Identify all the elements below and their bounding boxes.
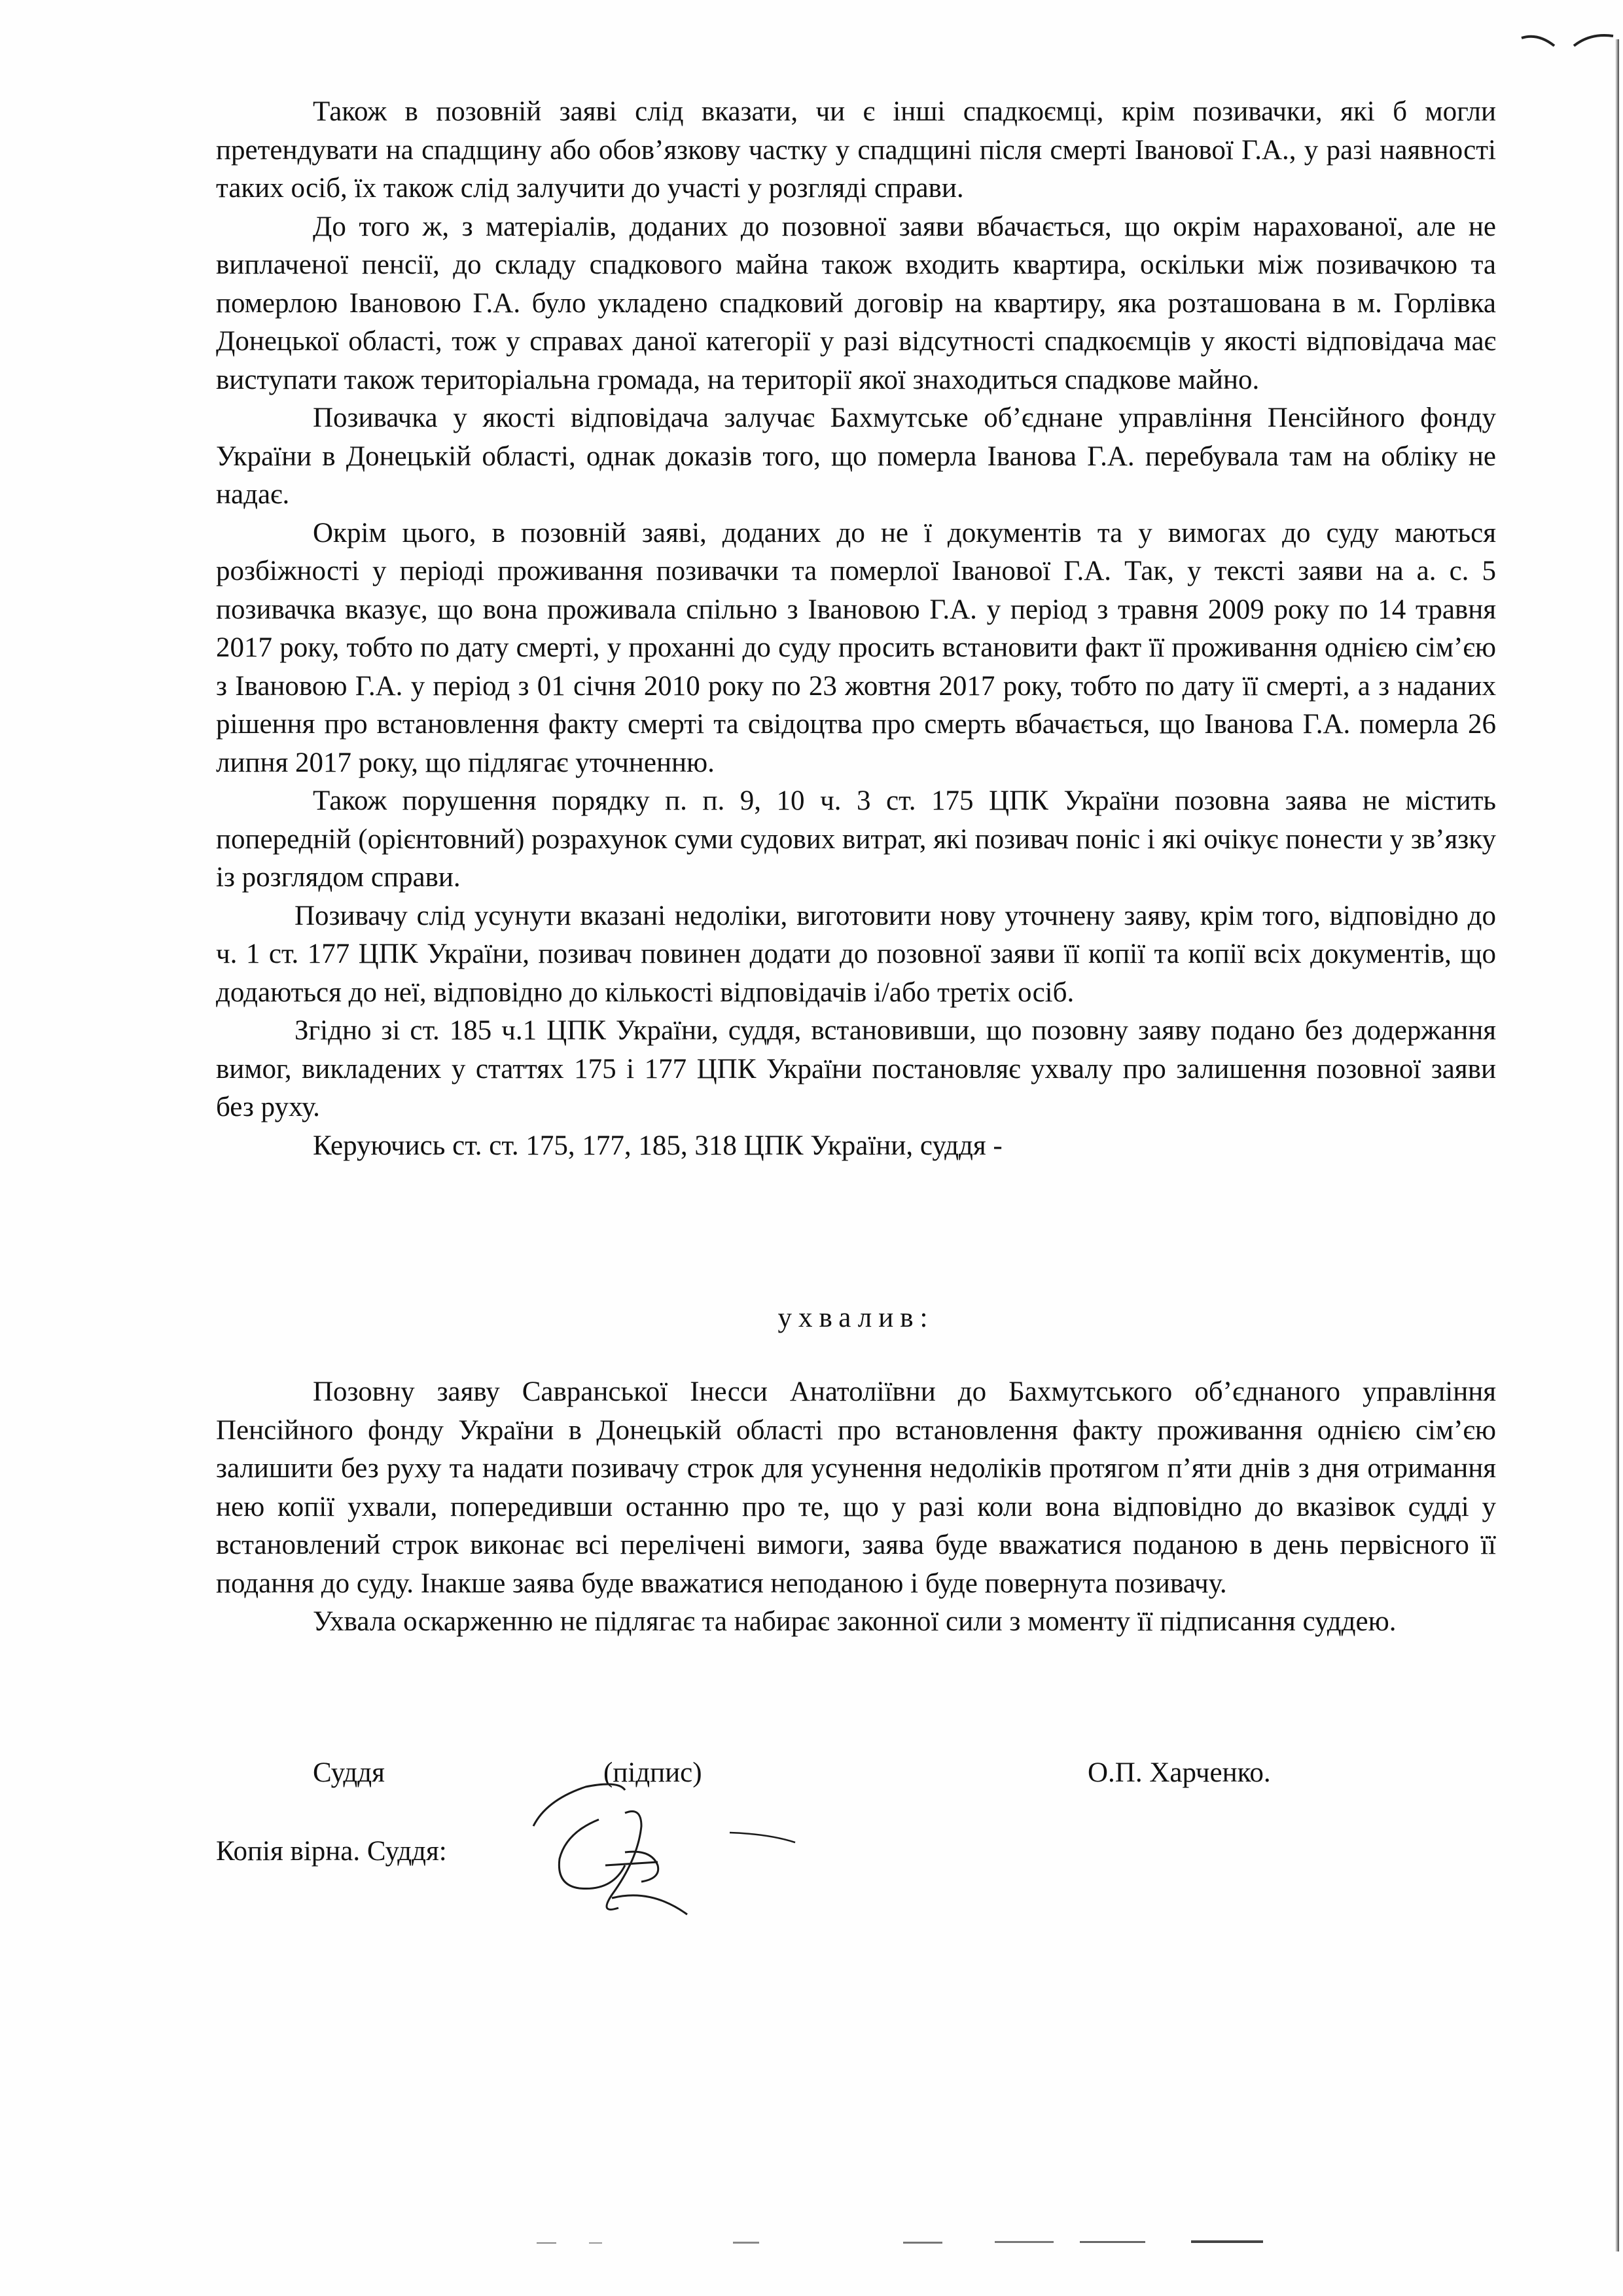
paragraph-court-costs: Також порушення порядку п. п. 9, 10 ч. 3 ст. 175 ЦПК України позовна заява не містить попередній (орієнтовний) розрахунок суми судових витрат, які позивач поніс і які очікує понести у зв’язку із розглядом справи. xyxy=(216,785,1496,893)
scan-bottom-artifacts xyxy=(537,2238,1263,2248)
paragraph-guided-by: Керуючись ст. ст. 175, 177, 185, 318 ЦПК України, суддя - xyxy=(313,1130,1003,1161)
copy-certification: Копія вірна. Суддя: xyxy=(216,1836,447,1867)
decision-heading: ухвалив: xyxy=(777,1302,935,1333)
signature-note: (підпис) xyxy=(603,1757,702,1788)
decision-paragraph-appeal: Ухвала оскарженню не підлягає та набирає законної сили з моменту її підписання суддею. xyxy=(313,1606,1397,1637)
scan-edge-shadow xyxy=(1615,39,1619,2251)
judge-label: Суддя xyxy=(313,1757,385,1788)
paragraph-discrepancies: Окрім цього, в позовній заяві, доданих до не ї документів та у вимогах до суду маються розбіжності у періоді проживання позивачки та померлої Іванової Г.А. Так, у тексті заяви на а. с. 5 позивачка вказує, що вона проживала спільно з Івановою Г.А. у період з травня 2009 року по 14 травня 2017 року, тобто по дату смерті, у проханні до суду просить встановити факт її проживання однією сім’єю з Івановою Г.А. у період з 01 січня 2010 року по 23 жовтня 2017 року, тобто по дату її смерті, а з наданих рішення про встановлення факту смерті та свідоцтва про смерть вбачається, що Іванова Г.А. померла 26 липня 2017 року, що підлягає уточненню. xyxy=(216,517,1496,778)
main-body-text xyxy=(216,93,1496,1165)
scan-corner-mark xyxy=(1518,13,1616,65)
handwritten-signature xyxy=(527,1774,815,1924)
paragraph-legal-basis: Згідно зі ст. 185 ч.1 ЦПК України, суддя, встановивши, що позовну заяву подано без додержання вимог, викладених у статтях 175 і 177 ЦПК України постановляє ухвалу про залишення позовної заяви без руху. xyxy=(216,1015,1496,1122)
decision-body xyxy=(216,1373,1496,1641)
judge-name: О.П. Харченко. xyxy=(1088,1757,1271,1788)
paragraph-defendant: Позивачка у якості відповідача залучає Бахмутське об’єднане управління Пенсійного фонду України в Донецькій області, однак доказів того, що померла Іванова Г.А. перебувала там на обліку не надає. xyxy=(216,403,1496,510)
paragraph-heirs: Також в позовній заяві слід вказати, чи є інші спадкоємці, крім позивачки, які б могли претендувати на спадщину або обов’язкову частку у спадщині після смерті Іванової Г.А., у разі наявності таких осіб, їх також слід залучити до участі у розгляді справи. xyxy=(216,96,1496,204)
paragraph-remedy-defects: Позивачу слід усунути вказані недоліки, виготовити нову уточнену заяву, крім того, відповідно до ч. 1 ст. 177 ЦПК України, позивач повинен додати до позовної заяви її копії та копії всіх документів, що додаються до неї, відповідно до кількості відповідачів і/або третіх осіб. xyxy=(216,900,1496,1008)
paragraph-inheritance-property: До того ж, з матеріалів, доданих до позовної заяви вбачається, що окрім нарахованої, але не виплаченої пенсії, до складу спадкового майна також входить квартира, оскільки між позивачкою та померлою Івановою Г.А. було укладено спадковий договір на квартиру, яка розташована в м. Горлівка Донецької області, тож у справах даної категорії у разі відсутності спадкоємців у якості відповідача має виступати також територіальна громада, на території якої знаходиться спадкове майно. xyxy=(216,211,1496,395)
decision-paragraph-ruling: Позовну заяву Савранської Інесси Анатоліївни до Бахмутського об’єднаного управління Пенсійного фонду України в Донецькій області про встановлення факту проживання однією сім’єю залишити без руху та надати позивачу строк для усунення недоліків протягом п’яти днів з дня отримання нею копії ухвали, попередивши останню про те, що у разі коли вона відповідно до вказівок судді у встановлений строк виконає всі перелічені вимоги, заява буде вважатися поданою в день первісного її подання до суду. Інакше заява буде вважатися неподаною і буде повернута позивачу. xyxy=(216,1376,1496,1599)
